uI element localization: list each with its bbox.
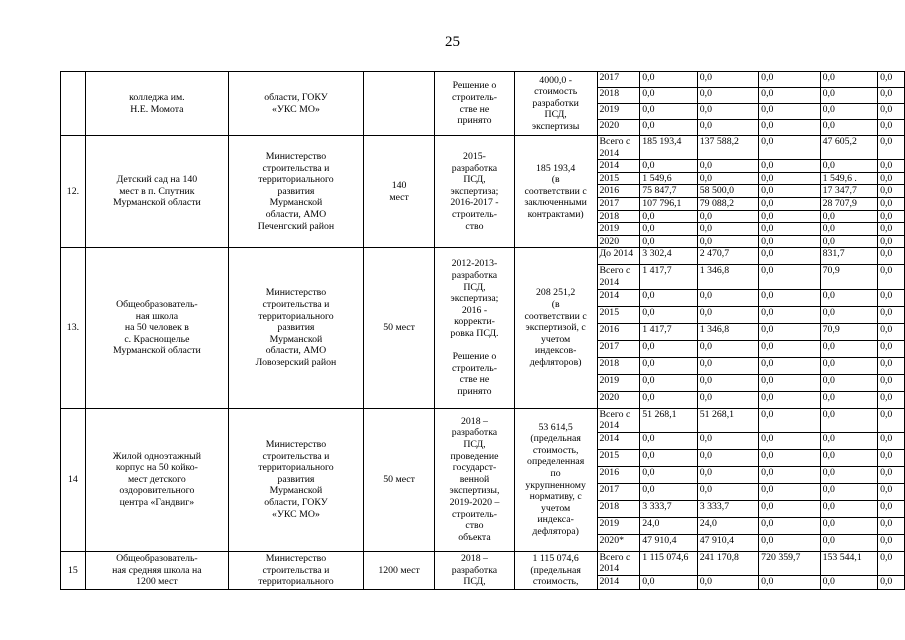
object-name-cell: колледжа им. Н.Е. Момота [85,72,228,136]
municipal-value: 0,0 [820,104,877,120]
municipal-value: 0,0 [820,449,877,466]
regional-value: 0,0 [697,374,758,391]
federal-value: 0,0 [759,289,820,306]
other-value: 0,0 [878,323,905,340]
year-cell: 2018 [597,500,640,517]
year-cell: До 2014 [597,248,640,265]
municipal-value: 47 605,2 [820,136,877,160]
regional-value: 0,0 [697,466,758,483]
municipal-value: 70,9 [820,265,877,289]
page-number: 25 [445,34,460,50]
total-value: 0,0 [640,432,697,449]
municipal-value: 0,0 [820,483,877,500]
other-value: 0,0 [878,160,905,173]
federal-value: 0,0 [759,575,820,589]
federal-value: 0,0 [759,72,820,88]
federal-value: 0,0 [759,357,820,374]
municipal-value: 0,0 [820,289,877,306]
regional-value: 0,0 [697,223,758,236]
year-cell: 2016 [597,466,640,483]
regional-value: 0,0 [697,235,758,248]
other-value: 0,0 [878,357,905,374]
other-value: 0,0 [878,197,905,210]
other-value: 0,0 [878,223,905,236]
total-value: 24,0 [640,517,697,534]
federal-value: 0,0 [759,466,820,483]
investment-objects-table [60,71,905,590]
federal-value: 0,0 [759,306,820,323]
total-value: 0,0 [640,235,697,248]
year-cell: 2017 [597,340,640,357]
federal-value: 0,0 [759,483,820,500]
row-number-cell [61,72,86,136]
other-value: 0,0 [878,534,905,551]
period-cell: 2018 – разработка ПСД, проведение государст- венной экспертизы, 2019-2020 – строитель- ство объекта [435,408,515,551]
other-value: 0,0 [878,432,905,449]
regional-value: 3 333,7 [697,500,758,517]
total-value: 0,0 [640,575,697,589]
total-value: 3 302,4 [640,248,697,265]
table-row [61,408,905,432]
estimated-cost-cell: 53 614,5 (предельная стоимость, определенная по укрупненному нормативу, с учетом индекса- дефлятора) [514,408,597,551]
municipal-value: 0,0 [820,88,877,104]
regional-value: 137 588,2 [697,136,758,160]
other-value: 0,0 [878,340,905,357]
federal-value: 0,0 [759,432,820,449]
regional-value: 0,0 [697,72,758,88]
regional-value: 0,0 [697,306,758,323]
year-cell: 2020* [597,534,640,551]
regional-value: 47 910,4 [697,534,758,551]
other-value: 0,0 [878,500,905,517]
municipal-value: 28 707,9 [820,197,877,210]
total-value: 0,0 [640,72,697,88]
federal-value: 0,0 [759,136,820,160]
municipal-value: 0,0 [820,72,877,88]
municipal-value: 0,0 [820,517,877,534]
municipal-value: 0,0 [820,408,877,432]
year-cell: 2016 [597,323,640,340]
other-value: 0,0 [878,265,905,289]
object-name-cell: Жилой одноэтажный корпус на 50 койко- мест детского оздоровительного центра «Гандвиг» [85,408,228,551]
regional-value: 51 268,1 [697,408,758,432]
federal-value: 0,0 [759,517,820,534]
total-value: 0,0 [640,289,697,306]
regional-value: 0,0 [697,160,758,173]
municipal-value: 0,0 [820,235,877,248]
federal-value: 0,0 [759,223,820,236]
regional-value: 2 470,7 [697,248,758,265]
total-value: 0,0 [640,104,697,120]
other-value: 0,0 [878,72,905,88]
municipal-value: 0,0 [820,223,877,236]
year-cell: 2015 [597,172,640,185]
municipal-value: 70,9 [820,323,877,340]
period-cell: 2015- разработка ПСД, экспертиза; 2016-2017 - строитель- ство [435,136,515,248]
municipal-value: 0,0 [820,210,877,223]
federal-value: 720 359,7 [759,551,820,575]
municipal-value: 0,0 [820,120,877,136]
customer-cell: Министерство строительства и территориального развития Мурманской области, АМО Ловозерский район [228,248,363,408]
federal-value: 0,0 [759,449,820,466]
regional-value: 58 500,0 [697,185,758,198]
row-number-cell: 14 [61,408,86,551]
customer-cell: Министерство строительства и территориального развития Мурманской области, АМО Печенгский район [228,136,363,248]
federal-value: 0,0 [759,265,820,289]
municipal-value: 831,7 [820,248,877,265]
regional-value: 24,0 [697,517,758,534]
regional-value: 0,0 [697,172,758,185]
federal-value: 0,0 [759,185,820,198]
year-cell: 2018 [597,357,640,374]
capacity-cell: 140 мест [363,136,434,248]
year-cell: 2019 [597,104,640,120]
federal-value: 0,0 [759,104,820,120]
year-cell: 2014 [597,289,640,306]
total-value: 107 796,1 [640,197,697,210]
other-value: 0,0 [878,235,905,248]
total-value: 0,0 [640,160,697,173]
total-value: 1 417,7 [640,323,697,340]
estimated-cost-cell: 185 193,4 (в соответствии с заключенными контрактами) [514,136,597,248]
federal-value: 0,0 [759,160,820,173]
municipal-value: 17 347,7 [820,185,877,198]
federal-value: 0,0 [759,88,820,104]
year-cell: 2017 [597,483,640,500]
row-number-cell: 13. [61,248,86,408]
total-value: 1 115 074,6 [640,551,697,575]
year-cell: Всего с 2014 [597,551,640,575]
total-value: 0,0 [640,210,697,223]
year-cell: 2019 [597,517,640,534]
other-value: 0,0 [878,172,905,185]
year-cell: 2014 [597,432,640,449]
municipal-value: 1 549,6 . [820,172,877,185]
total-value: 0,0 [640,466,697,483]
municipal-value: 0,0 [820,340,877,357]
federal-value: 0,0 [759,210,820,223]
total-value: 51 268,1 [640,408,697,432]
period-cell: 2018 – разработка ПСД, [435,551,515,589]
year-cell: Всего с 2014 [597,136,640,160]
year-cell: 2017 [597,197,640,210]
other-value: 0,0 [878,408,905,432]
total-value: 0,0 [640,340,697,357]
federal-value: 0,0 [759,340,820,357]
other-value: 0,0 [878,210,905,223]
other-value: 0,0 [878,466,905,483]
other-value: 0,0 [878,88,905,104]
table-row [61,551,905,575]
other-value: 0,0 [878,374,905,391]
capacity-cell [363,72,434,136]
regional-value: 1 346,8 [697,323,758,340]
year-cell: 2020 [597,120,640,136]
federal-value: 0,0 [759,374,820,391]
customer-cell: области, ГОКУ «УКС МО» [228,72,363,136]
other-value: 0,0 [878,551,905,575]
regional-value: 0,0 [697,120,758,136]
total-value: 75 847,7 [640,185,697,198]
row-number-cell: 15 [61,551,86,589]
federal-value: 0,0 [759,391,820,408]
regional-value: 0,0 [697,104,758,120]
total-value: 3 333,7 [640,500,697,517]
municipal-value: 0,0 [820,391,877,408]
year-cell: 2015 [597,449,640,466]
customer-cell: Министерство строительства и территориального [228,551,363,589]
regional-value: 0,0 [697,432,758,449]
regional-value: 0,0 [697,391,758,408]
table-row [61,136,905,160]
other-value: 0,0 [878,483,905,500]
municipal-value: 0,0 [820,160,877,173]
total-value: 1 549,6 [640,172,697,185]
year-cell: 2015 [597,306,640,323]
year-cell: 2017 [597,72,640,88]
total-value: 0,0 [640,449,697,466]
other-value: 0,0 [878,120,905,136]
year-cell: 2014 [597,575,640,589]
year-cell: Всего с 2014 [597,265,640,289]
estimated-cost-cell: 208 251,2 (в соответствии с экспертизой, с учетом индексов- дефляторов) [514,248,597,408]
total-value: 0,0 [640,374,697,391]
regional-value: 0,0 [697,210,758,223]
year-cell: 2018 [597,210,640,223]
total-value: 47 910,4 [640,534,697,551]
municipal-value: 153 544,1 [820,551,877,575]
federal-value: 0,0 [759,248,820,265]
municipal-value: 0,0 [820,500,877,517]
object-name-cell: Детский сад на 140 мест в п. Спутник Мурманской области [85,136,228,248]
municipal-value: 0,0 [820,357,877,374]
other-value: 0,0 [878,104,905,120]
federal-value: 0,0 [759,235,820,248]
year-cell: 2018 [597,88,640,104]
capacity-cell: 1200 мест [363,551,434,589]
table-row [61,248,905,265]
total-value: 0,0 [640,357,697,374]
other-value: 0,0 [878,449,905,466]
federal-value: 0,0 [759,500,820,517]
total-value: 0,0 [640,88,697,104]
other-value: 0,0 [878,185,905,198]
regional-value: 241 170,8 [697,551,758,575]
regional-value: 1 346,8 [697,265,758,289]
federal-value: 0,0 [759,172,820,185]
period-cell: Решение о строитель- стве не принято [435,72,515,136]
year-cell: Всего с 2014 [597,408,640,432]
total-value: 1 417,7 [640,265,697,289]
other-value: 0,0 [878,248,905,265]
other-value: 0,0 [878,306,905,323]
federal-value: 0,0 [759,534,820,551]
total-value: 0,0 [640,223,697,236]
year-cell: 2020 [597,391,640,408]
capacity-cell: 50 мест [363,408,434,551]
regional-value: 0,0 [697,88,758,104]
total-value: 0,0 [640,120,697,136]
municipal-value: 0,0 [820,432,877,449]
year-cell: 2014 [597,160,640,173]
other-value: 0,0 [878,391,905,408]
estimated-cost-cell: 1 115 074,6 (предельная стоимость, [514,551,597,589]
estimated-cost-cell: 4000,0 - стоимость разработки ПСД, экспертизы [514,72,597,136]
object-name-cell: Общеобразователь- ная средняя школа на 1200 мест [85,551,228,589]
other-value: 0,0 [878,575,905,589]
table-row [61,72,905,88]
year-cell: 2016 [597,185,640,198]
municipal-value: 0,0 [820,466,877,483]
regional-value: 0,0 [697,357,758,374]
period-cell: 2012-2013- разработка ПСД, экспертиза; 2016 - корректи- ровка ПСД. Решение о строитель- стве не принято [435,248,515,408]
municipal-value: 0,0 [820,306,877,323]
municipal-value: 0,0 [820,374,877,391]
regional-value: 79 088,2 [697,197,758,210]
customer-cell: Министерство строительства и территориального развития Мурманской области, ГОКУ «УКС МО» [228,408,363,551]
year-cell: 2019 [597,374,640,391]
total-value: 0,0 [640,306,697,323]
regional-value: 0,0 [697,289,758,306]
total-value: 185 193,4 [640,136,697,160]
federal-value: 0,0 [759,197,820,210]
regional-value: 0,0 [697,483,758,500]
federal-value: 0,0 [759,120,820,136]
other-value: 0,0 [878,517,905,534]
total-value: 0,0 [640,391,697,408]
municipal-value: 0,0 [820,575,877,589]
total-value: 0,0 [640,483,697,500]
object-name-cell: Общеобразователь- ная школа на 50 человек в с. Краснощелье Мурманской области [85,248,228,408]
year-cell: 2020 [597,235,640,248]
regional-value: 0,0 [697,575,758,589]
other-value: 0,0 [878,289,905,306]
capacity-cell: 50 мест [363,248,434,408]
federal-value: 0,0 [759,408,820,432]
row-number-cell: 12. [61,136,86,248]
other-value: 0,0 [878,136,905,160]
federal-value: 0,0 [759,323,820,340]
regional-value: 0,0 [697,340,758,357]
regional-value: 0,0 [697,449,758,466]
municipal-value: 0,0 [820,534,877,551]
year-cell: 2019 [597,223,640,236]
